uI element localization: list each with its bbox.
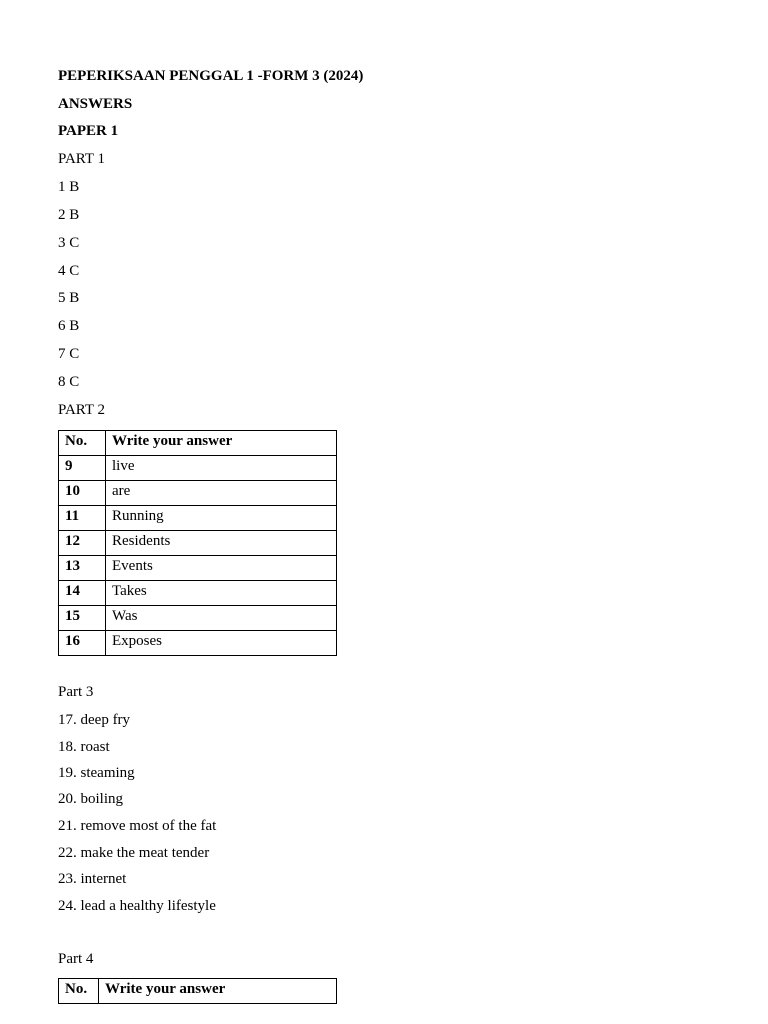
row-answer: Takes — [106, 581, 337, 606]
table-row — [59, 531, 337, 556]
table-row — [59, 581, 337, 606]
column-header-no: No. — [59, 431, 106, 456]
part1-answer: 8 C — [58, 374, 80, 390]
table-header-row — [59, 431, 337, 456]
row-answer: Events — [106, 556, 337, 581]
part1-answer: 6 B — [58, 318, 80, 334]
table-row — [59, 481, 337, 506]
column-header-answer: Write your answer — [106, 431, 337, 456]
row-answer: Running — [106, 506, 337, 531]
row-answer: Was — [106, 606, 337, 631]
table-row — [59, 606, 337, 631]
part1-answer: 2 B — [58, 207, 80, 223]
part1-answer: 4 C — [58, 263, 80, 279]
row-number: 13 — [59, 556, 106, 581]
row-number: 10 — [59, 481, 106, 506]
part3-answer: 21. remove most of the fat — [58, 818, 217, 834]
row-number: 11 — [59, 506, 106, 531]
column-header-no: No. — [59, 979, 99, 1004]
row-number: 9 — [59, 456, 106, 481]
part1-answer: 1 B — [58, 179, 80, 195]
row-number: 12 — [59, 531, 106, 556]
part3-answer: 20. boiling — [58, 791, 124, 807]
part1-answer: 3 C — [58, 235, 80, 251]
row-number: 15 — [59, 606, 106, 631]
table-header-row — [59, 979, 337, 1004]
part4-heading: Part 4 — [58, 951, 94, 967]
part3-answer: 23. internet — [58, 871, 127, 887]
part2-heading: PART 2 — [58, 402, 106, 418]
row-answer: Exposes — [106, 631, 337, 656]
part3-heading: Part 3 — [58, 684, 94, 700]
part1-heading: PART 1 — [58, 151, 106, 167]
row-answer: are — [106, 481, 337, 506]
part3-answer: 19. steaming — [58, 765, 135, 781]
part1-answer: 7 C — [58, 346, 80, 362]
row-number: 14 — [59, 581, 106, 606]
part3-answer: 22. make the meat tender — [58, 845, 210, 861]
row-answer: live — [106, 456, 337, 481]
table-row — [59, 506, 337, 531]
column-header-answer: Write your answer — [99, 979, 337, 1004]
table-row — [59, 631, 337, 656]
table-row — [59, 456, 337, 481]
table-row — [59, 556, 337, 581]
part2-answer-table — [58, 430, 337, 656]
part3-answer: 18. roast — [58, 739, 110, 755]
row-number: 16 — [59, 631, 106, 656]
answers-heading: ANSWERS — [58, 96, 133, 112]
part4-answer-table — [58, 978, 337, 1004]
exam-title: PEPERIKSAAN PENGGAL 1 -FORM 3 (2024) — [58, 68, 364, 84]
part3-answer: 24. lead a healthy lifestyle — [58, 898, 216, 914]
row-answer: Residents — [106, 531, 337, 556]
part1-answer: 5 B — [58, 290, 80, 306]
part3-answer: 17. deep fry — [58, 712, 131, 728]
paper-heading: PAPER 1 — [58, 123, 119, 139]
